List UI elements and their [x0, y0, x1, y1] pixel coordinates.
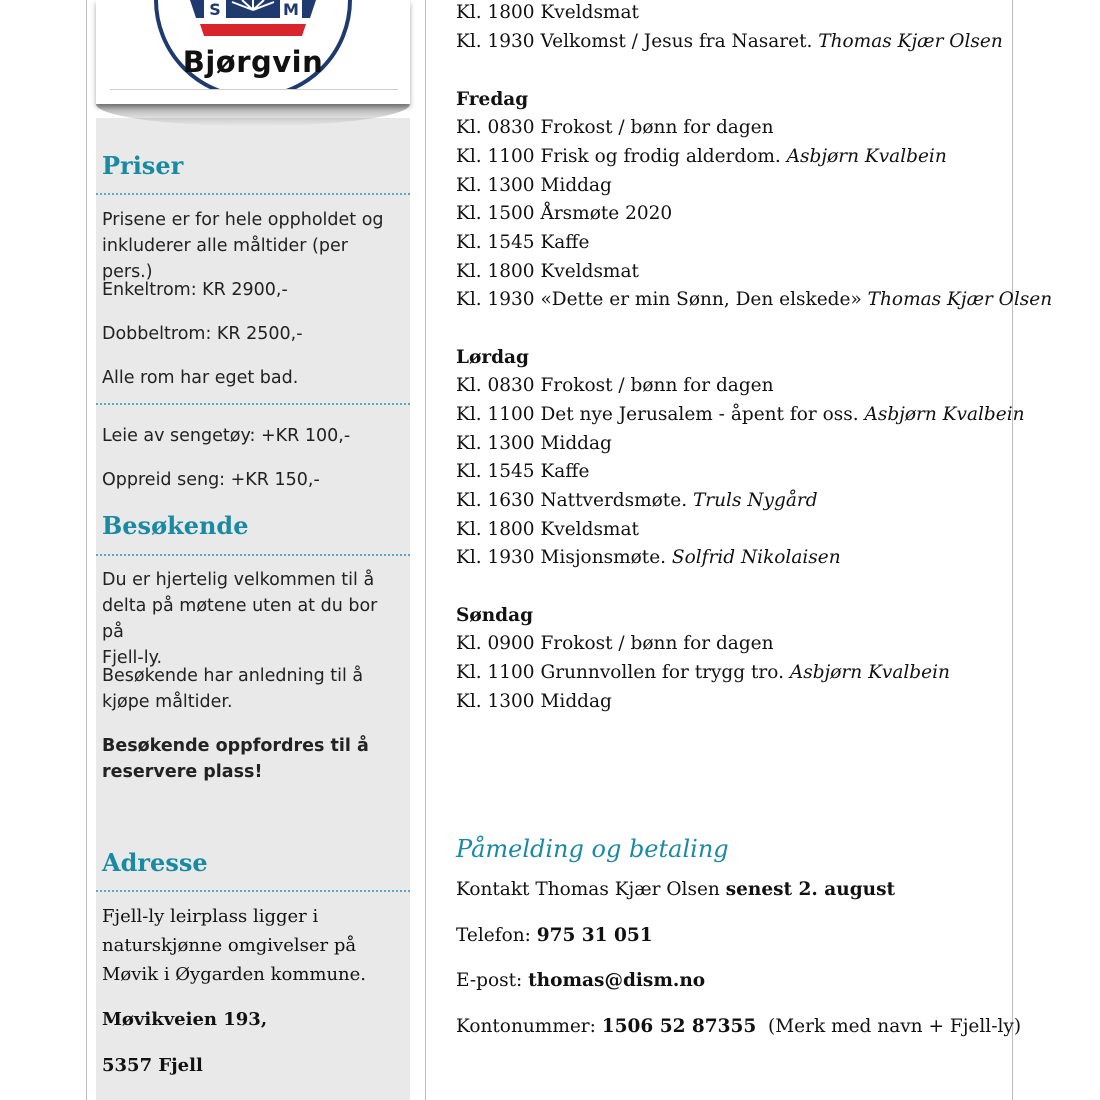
program-item: Kl. 1800 Kveldsmat: [456, 261, 639, 282]
logo-divider: [110, 89, 398, 90]
column-divider: [425, 0, 426, 1100]
adresse-line-1: Fjell-ly leirplass ligger i: [102, 906, 319, 927]
program-item: Kl. 1545 Kaffe: [456, 461, 590, 482]
besokende-heading: Besøkende: [102, 511, 249, 540]
oppreid-price: Oppreid seng: +KR 150,-: [102, 470, 320, 490]
besokende-welcome-line-3: Fjell-ly.: [102, 648, 163, 668]
pamelding-heading: Påmelding og betaling: [456, 835, 729, 863]
dobbeltrom-price: Dobbeltrom: KR 2500,-: [102, 324, 303, 344]
program-item: Kl. 1545 Kaffe: [456, 232, 590, 253]
besokende-divider: [96, 554, 410, 556]
program-item: Kl. 1300 Middag: [456, 175, 612, 196]
adresse-line-2: naturskjønne omgivelser på: [102, 935, 357, 956]
pamelding-telefon: Telefon: 975 31 051: [456, 925, 653, 946]
priser-intro: [102, 207, 402, 285]
day-heading-fredag: Fredag: [456, 89, 529, 110]
besokende-reserve-line-2: reservere plass!: [102, 762, 263, 782]
priser-divider: [96, 193, 410, 195]
logo-letter-m: M: [283, 0, 299, 19]
day-heading-lordag: Lørdag: [456, 347, 529, 368]
sengetoy-price: Leie av sengetøy: +KR 100,-: [102, 426, 351, 446]
enkeltrom-price: Enkeltrom: KR 2900,-: [102, 280, 288, 300]
adresse-line-3: Møvik i Øygarden kommune.: [102, 964, 367, 985]
adresse-heading: Adresse: [102, 848, 208, 877]
program-item: Kl. 1930 «Dette er min Sønn, Den elskede» Thomas Kjær Olsen: [456, 289, 1053, 310]
besokende-welcome-line-2: delta på møtene uten at du bor på: [102, 596, 378, 642]
program-item: Kl. 1100 Det nye Jerusalem - åpent for oss. Asbjørn Kvalbein: [456, 404, 1025, 425]
besokende-welcome-line-1: Du er hjertelig velkommen til å: [102, 570, 375, 590]
pamelding-kontakt: Kontakt Thomas Kjær Olsen senest 2. august: [456, 879, 896, 900]
program-item: Kl. 1300 Middag: [456, 691, 612, 712]
adresse-divider: [96, 890, 410, 892]
besokende-reserve: [102, 733, 402, 785]
besokende-meals: [102, 663, 402, 715]
day-heading-sondag: Søndag: [456, 605, 534, 626]
priser-extra-divider: [96, 403, 410, 405]
left-page-border: [86, 0, 87, 1100]
program-item: Kl. 1500 Årsmøte 2020: [456, 203, 673, 224]
besokende-reserve-line-1: Besøkende oppfordres til å: [102, 736, 369, 756]
besokende-welcome: [102, 567, 402, 671]
adresse-postal: 5357 Fjell: [102, 1055, 203, 1076]
right-page-border: [1012, 0, 1013, 1100]
besokende-meals-line-2: kjøpe måltider.: [102, 692, 233, 712]
priser-heading: Priser: [102, 151, 184, 180]
program-item: Kl. 0900 Frokost / bønn for dagen: [456, 633, 774, 654]
program-item: Kl. 1630 Nattverdsmøte. Truls Nygård: [456, 490, 818, 511]
adresse-street: Møvikveien 193,: [102, 1009, 268, 1030]
program-item: Kl. 1930 Velkomst / Jesus fra Nasaret. Thomas Kjær Olsen: [456, 31, 1003, 52]
besokende-meals-line-1: Besøkende har anledning til å: [102, 666, 364, 686]
program-item: Kl. 1800 Kveldsmat: [456, 2, 639, 23]
logo-letter-s: S: [209, 0, 221, 19]
program-item: Kl. 1100 Grunnvollen for trygg tro. Asbjørn Kvalbein: [456, 662, 950, 683]
pamelding-epost: E-post: thomas@dism.no: [456, 970, 706, 991]
program-item: Kl. 0830 Frokost / bønn for dagen: [456, 117, 774, 138]
program-item: Kl. 1800 Kveldsmat: [456, 519, 639, 540]
program-item: Kl. 1100 Frisk og frodig alderdom. Asbjørn Kvalbein: [456, 146, 947, 167]
program-item: Kl. 1300 Middag: [456, 433, 612, 454]
bad-note: Alle rom har eget bad.: [102, 368, 299, 388]
priser-intro-line-1: Prisene er for hele oppholdet og: [102, 210, 384, 230]
logo-name: Bjørgvin: [182, 45, 324, 79]
priser-intro-line-2: inkluderer alle måltider (per pers.): [102, 236, 348, 282]
program-item: Kl. 1930 Misjonsmøte. Solfrid Nikolaisen: [456, 547, 841, 568]
pamelding-konto: Kontonummer: 1506 52 87355 (Merk med navn + Fjell-ly): [456, 1016, 1022, 1037]
adresse-description: [102, 902, 402, 989]
program-item: Kl. 0830 Frokost / bønn for dagen: [456, 375, 774, 396]
